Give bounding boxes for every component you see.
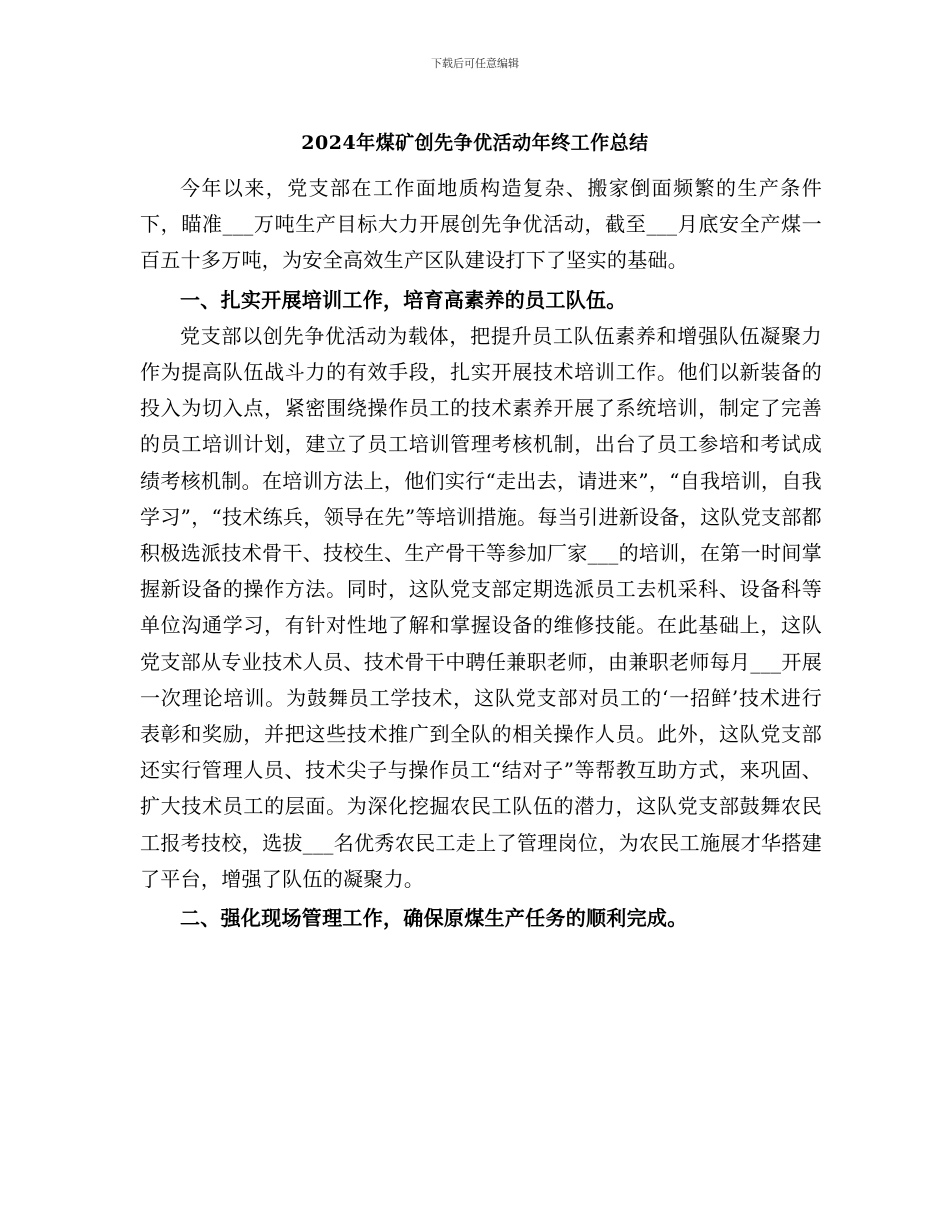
document-body (140, 170, 822, 936)
intro-paragraph: 今年以来，党支部在工作面地质构造复杂、搬家倒面频繁的生产条件下，瞄准___万吨生产目标大力开展创先争优活动，截至___月底安全产煤一百五十多万吨，为安全高效生产区队建设打下了坚实的基础。 (140, 176, 822, 273)
section-1-paragraph: 党支部以创先争优活动为载体，把提升员工队伍素养和增强队伍凝聚力作为提高队伍战斗力的有效手段，扎实开展技术培训工作。他们以新装备的投入为切入点，紧密围绕操作员工的技术素养开展了系统培训，制定了完善的员工培训计划，建立了员工培训管理考核机制，出台了员工参培和考试成绩考核机制。在培训方法上，他们实行“走出去，请进来”，“自我培训，自我学习”，“技术练兵，领导在先”等培训措施。每当引进新设备，这队党支部都积极选派技术骨干、技校生、生产骨干等参加厂家___的培训，在第一时间掌握新设备的操作方法。同时，这队党支部定期选派员工去机采科、设备科等单位沟通学习，有针对性地了解和掌握设备的维修技能。在此基础上，这队党支部从专业技术人员、技术骨干中聘任兼职老师，由兼职老师每月___开展一次理论培训。为鼓舞员工学技术，这队党支部对员工的‘一招鲜’技术进行表彰和奖励，并把这些技术推广到全队的相关操作人员。此外，这队党支部还实行管理人员、技术尖子与操作员工“结对子”等帮教互助方式，来巩固、扩大技术员工的层面。为深化挖掘农民工队伍的潜力，这队党支部鼓舞农民工报考技校，选拔___名优秀农民工走上了管理岗位，为农民工施展才华搭建了平台，增强了队伍的凝聚力。 (140, 323, 822, 891)
document-title: 2024年煤矿创先争优活动年终工作总结 (301, 132, 649, 154)
section-1-heading: 一、扎实开展培训工作，培育高素养的员工队伍。 (180, 287, 627, 312)
section-2-heading: 二、强化现场管理工作，确保原煤生产任务的顺利完成。 (180, 906, 688, 931)
download-note: 下载后可任意编辑 (431, 57, 519, 70)
